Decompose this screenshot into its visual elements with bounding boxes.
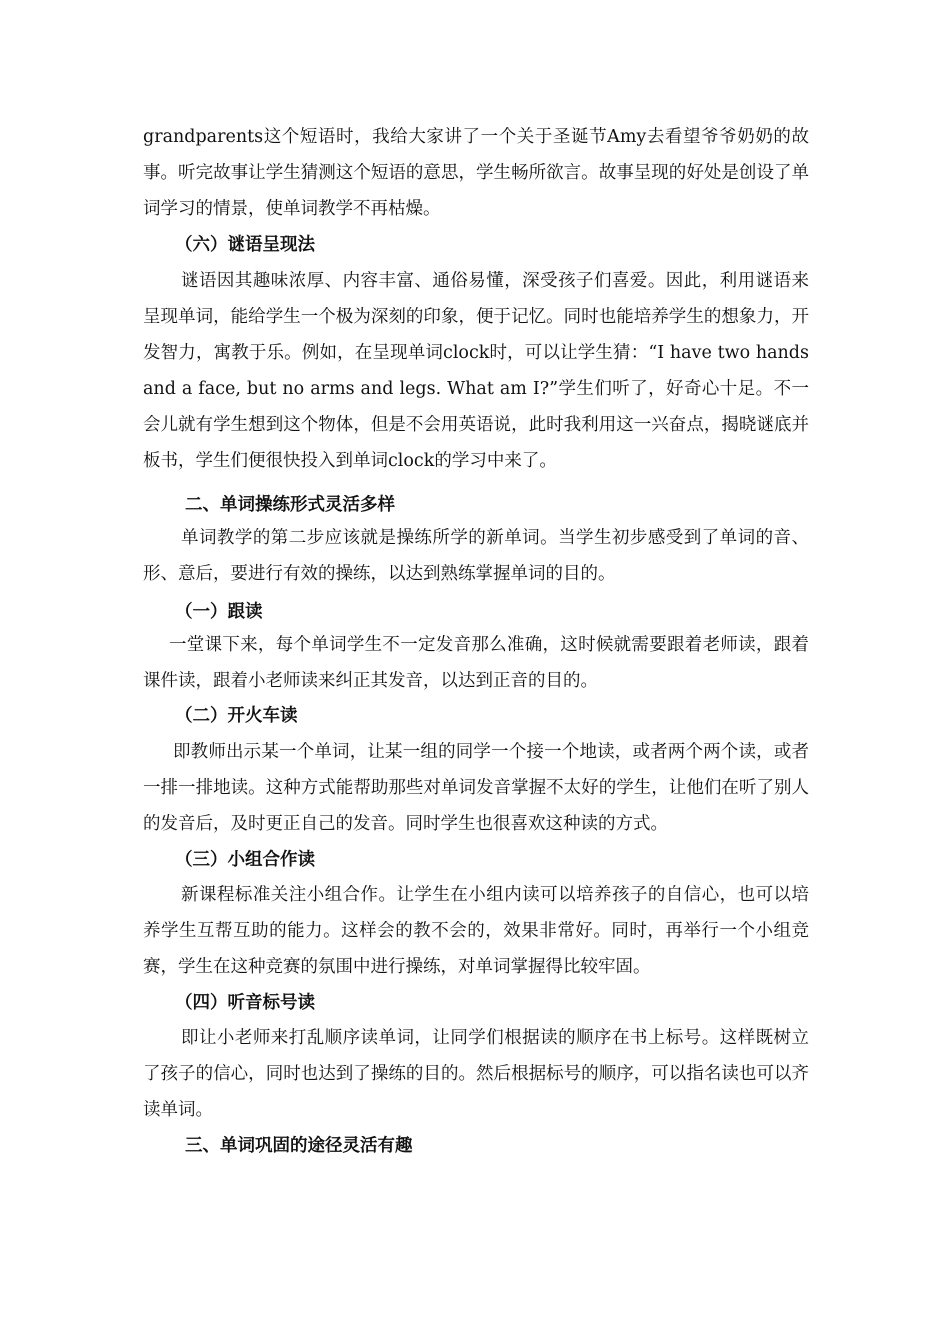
heading-group-reading: （三）小组合作读 bbox=[175, 850, 315, 870]
heading-follow-reading: （一）跟读 bbox=[175, 602, 263, 622]
paragraph-listen-number-reading: 即让小老师来打乱顺序读单词，让同学们根据读的顺序在书上标号。这样既树立了孩子的信心，同时也达到了操练的目的。然后根据标号的顺序，可以指名读也可以齐读单词。 bbox=[143, 1028, 809, 1120]
heading-riddle-presentation: （六）谜语呈现法 bbox=[175, 235, 315, 255]
heading-section-two: 二、单词操练形式灵活多样 bbox=[185, 495, 395, 515]
heading-listen-number-reading: （四）听音标号读 bbox=[175, 993, 315, 1013]
paragraph-group-reading: 新课程标准关注小组合作。让学生在小组内读可以培养孩子的自信心，也可以培养学生互帮互助的能力。这样会的教不会的，效果非常好。同时，再举行一个小组竞赛，学生在这种竞赛的氛围中进行操练，对单词掌握得比较牢固。 bbox=[143, 885, 809, 977]
paragraph-section-two: 单词教学的第二步应该就是操练所学的新单词。当学生初步感受到了单词的音、形、意后，要进行有效的操练，以达到熟练掌握单词的目的。 bbox=[143, 528, 809, 584]
paragraph-story-presentation-end: grandparents这个短语时，我给大家讲了一个关于圣诞节Amy去看望爷爷奶奶的故事。听完故事让学生猜测这个短语的意思，学生畅所欲言。故事呈现的好处是创设了单词学习的情景，使单词教学不再枯燥。 bbox=[143, 127, 809, 219]
paragraph-train-reading: 即教师出示某一个单词，让某一组的同学一个接一个地读，或者两个两个读，或者一排一排地读。这种方式能帮助那些对单词发音掌握不太好的学生，让他们在听了别人的发音后，及时更正自己的发音。同时学生也很喜欢这种读的方式。 bbox=[143, 742, 809, 834]
heading-section-three: 三、单词巩固的途径灵活有趣 bbox=[185, 1136, 413, 1156]
paragraph-riddle-presentation: 谜语因其趣味浓厚、内容丰富、通俗易懂，深受孩子们喜爱。因此，利用谜语来呈现单词，能给学生一个极为深刻的印象，便于记忆。同时也能培养学生的想象力，开发智力，寓教于乐。例如，在呈现单词clock时，可以让学生猜：“I have two hands and a face, but no arms and legs. What am I?”学生们听了，好奇心十足。不一会儿就有学生想到这个物体，但是不会用英语说，此时我利用这一兴奋点，揭晓谜底并板书，学生们便很快投入到单词clock的学习中来了。 bbox=[143, 271, 809, 471]
paragraph-follow-reading: 一堂课下来，每个单词学生不一定发音那么准确，这时候就需要跟着老师读，跟着课件读，跟着小老师读来纠正其发音，以达到正音的目的。 bbox=[143, 635, 809, 691]
heading-train-reading: （二）开火车读 bbox=[175, 706, 298, 726]
